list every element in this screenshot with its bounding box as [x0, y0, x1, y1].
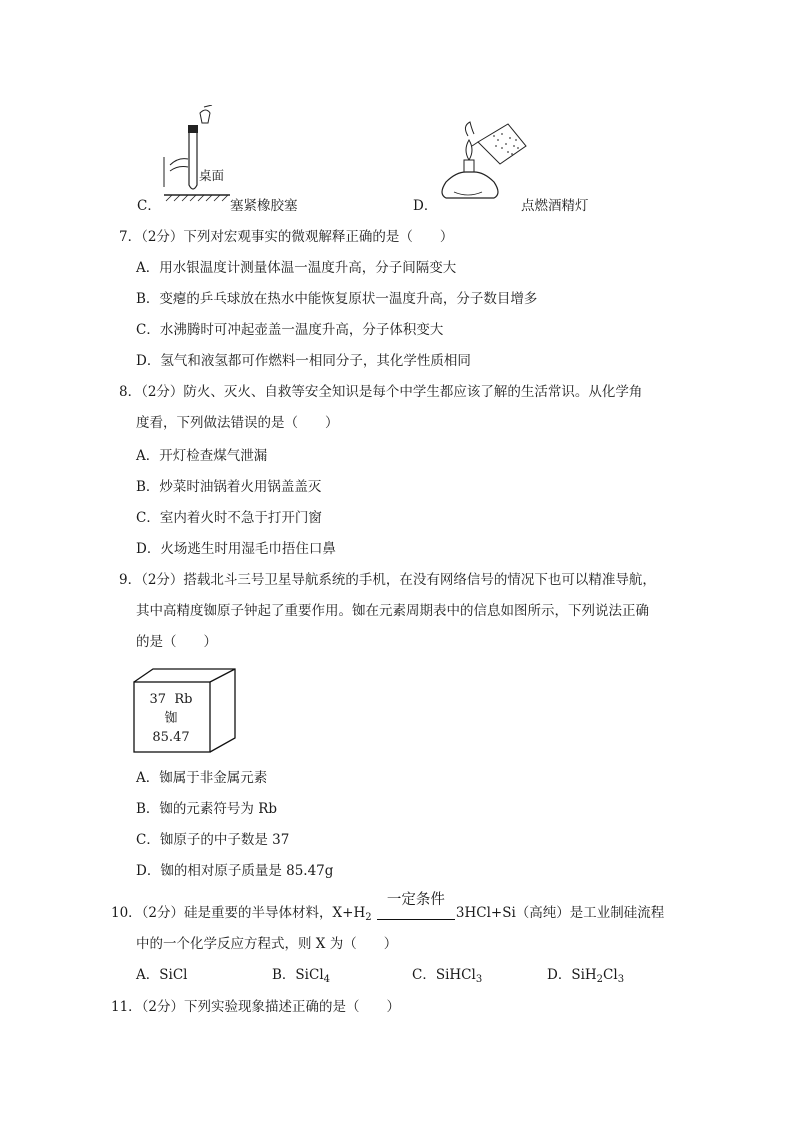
element-name: 铷: [164, 711, 178, 726]
q8-option-c: C．室内着火时不急于打开门窗: [136, 510, 322, 526]
q7-option-a: A．用水银温度计测量体温一温度升高，分子间隔变大: [136, 260, 457, 276]
figure-d-caption: 点燃酒精灯: [521, 198, 589, 214]
q10-option-d: [547, 965, 624, 990]
q10-option-b-text: B．SiCl: [272, 967, 324, 983]
element-mass: 85.47: [152, 730, 190, 745]
q9-stem-line2: 其中高精度铷原子钟起了重要作用。铷在元素周期表中的信息如图所示，下列说法正确: [136, 603, 649, 619]
q10-option-d-text1: D．SiH: [547, 967, 597, 983]
q10-condition-arrow: [377, 892, 455, 923]
q10-stem-line1: [111, 892, 665, 928]
q8-stem-line1: 8．（2分）防火、灭火、自救等安全知识是每个中学生都应该了解的生活常识。从化学角: [119, 384, 643, 400]
q9-option-d: D．铷的相对原子质量是 85.47g: [136, 863, 334, 879]
element-symbol: Rb: [174, 692, 193, 707]
q8-stem-line2: 度看，下列做法错误的是（ ）: [136, 415, 339, 431]
q10-equation-line: [377, 919, 455, 920]
alcohol-lamp-diagram: [432, 120, 532, 210]
q9-stem-line3: 的是（ ）: [136, 634, 217, 650]
q8-option-a: A．开灯检查煤气泄漏: [136, 448, 268, 464]
element-card-text: [141, 690, 201, 747]
q9-option-b: B．铷的元素符号为 Rb: [136, 801, 278, 817]
q8-option-d: D．火场逃生时用湿毛巾捂住口鼻: [136, 541, 336, 557]
q10-prefix: 10．（2分）硅是重要的半导体材料，X+H: [111, 905, 366, 921]
q10-option-d-sub2: 3: [617, 974, 625, 985]
q10-option-d-text2: Cl: [603, 967, 618, 983]
q9-option-c: C．铷原子的中子数是 37: [136, 832, 290, 848]
figure-c-caption: 塞紧橡胶塞: [230, 198, 298, 214]
q10-option-b-sub: 4: [323, 974, 331, 985]
q9-stem-line1: 9．（2分）搭载北斗三号卫星导航系统的手机，在没有网络信号的情况下也可以精准导航，: [119, 572, 656, 588]
q10-option-c-text: C．SiHCl: [412, 967, 476, 983]
q9-option-a: A．铷属于非金属元素: [136, 770, 268, 786]
q10-option-c-sub: 3: [475, 974, 483, 985]
q10-stem-line2: 中的一个化学反应方程式，则 X 为（ ）: [136, 936, 398, 952]
element-number-symbol: [141, 690, 201, 709]
figure-c-label: C．: [137, 198, 161, 214]
figure-d-alcohol-lamp: [432, 120, 532, 210]
q10-option-b: [272, 965, 330, 990]
element-number: 37: [149, 692, 167, 707]
q10-option-c: [412, 965, 482, 990]
q7-option-c: C．水沸腾时可冲起壶盖一温度升高，分子体积变大: [136, 322, 444, 338]
q10-suffix: 3HCl+Si（高纯）是工业制硅流程: [455, 905, 665, 921]
figure-d-label: D．: [413, 198, 438, 214]
rubidium-element-card: [133, 668, 237, 754]
q7-option-b: B．变瘪的乒乓球放在热水中能恢复原状一温度升高，分子数目增多: [136, 291, 538, 307]
q8-option-b: B．炒菜时油锅着火用锅盖盖灭: [136, 479, 322, 495]
q7-option-d: D．氢气和液氢都可作燃料一相同分子，其化学性质相同: [136, 353, 471, 369]
q10-option-d-sub1: 2: [596, 974, 604, 985]
q10-condition: 一定条件: [386, 892, 445, 908]
q10-h2-subscript: 2: [365, 912, 372, 923]
q10-option-a: [136, 965, 187, 985]
figure-c-surface-label: 桌面: [199, 168, 225, 183]
q7-stem: 7．（2分）下列对宏观事实的微观解释正确的是（ ）: [119, 229, 454, 245]
q11-stem: 11．（2分）下列实验现象描述正确的是（ ）: [111, 999, 401, 1015]
q10-option-a-text: A．SiCl: [136, 967, 188, 983]
